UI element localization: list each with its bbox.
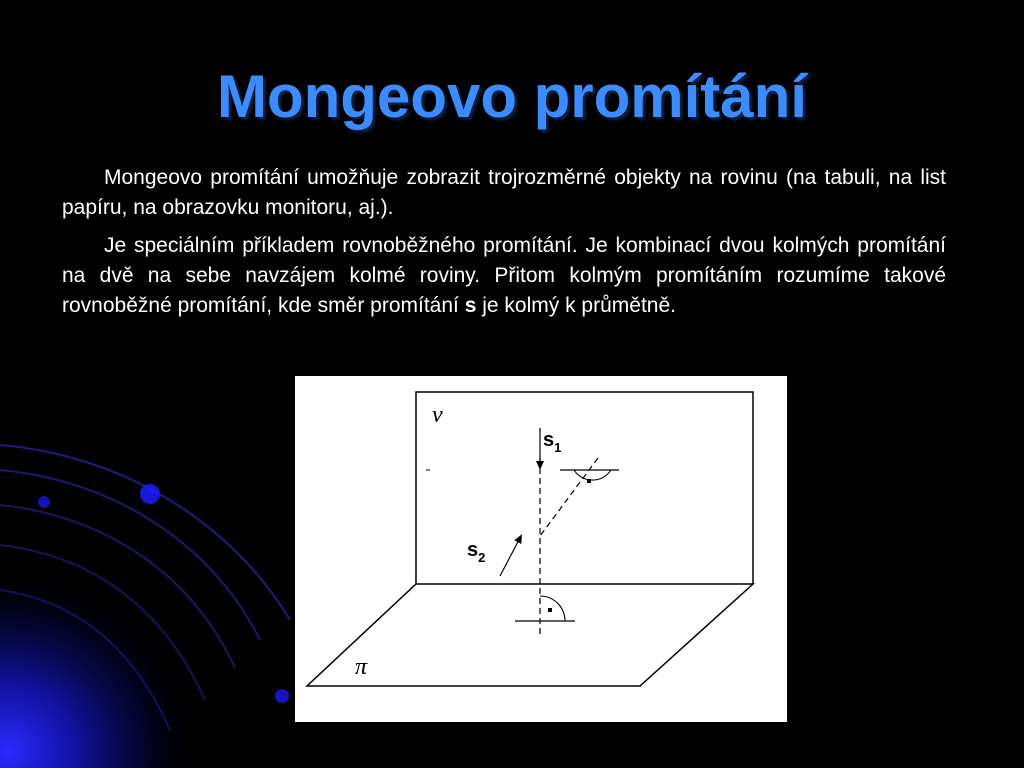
slide-title: Mongeovo promítání (217, 63, 807, 130)
label-nu: ν (432, 402, 443, 428)
projection-diagram (295, 376, 787, 722)
paragraph-2 (62, 231, 946, 321)
upper-right-angle-dot (587, 479, 591, 483)
paragraph-2-end: je kolmý k průmětně. (482, 294, 676, 317)
direction-s-bold: s (464, 294, 477, 317)
projection-diagram-svg (295, 376, 787, 722)
paragraph-1: Mongeovo promítání umožňuje zobrazit trojrozměrné objekty na rovinu (na tabuli, na list papíru, na obrazovku monitoru, aj.). (62, 166, 946, 219)
horizontal-plane-pi (307, 584, 753, 686)
label-s2: $s_2$ (467, 539, 486, 565)
label-s1: $s_1$ (543, 429, 562, 455)
lower-right-angle-dot (548, 608, 552, 612)
upper-right-angle-arc (574, 470, 611, 480)
slide-body-text (62, 163, 946, 329)
label-pi: π (355, 654, 368, 680)
direction-s2-arrow (500, 536, 521, 576)
paragraph-2-start: Je speciálním příkladem rovnoběžného promítání. Je kombinací dvou kolmých promítání na dvě na sebe navzájem kolmé roviny. Přitom kolmým promítáním rozumíme takové rovnoběžné promítání, kde směr promítání (62, 234, 946, 317)
lower-right-angle-arc (540, 596, 565, 621)
